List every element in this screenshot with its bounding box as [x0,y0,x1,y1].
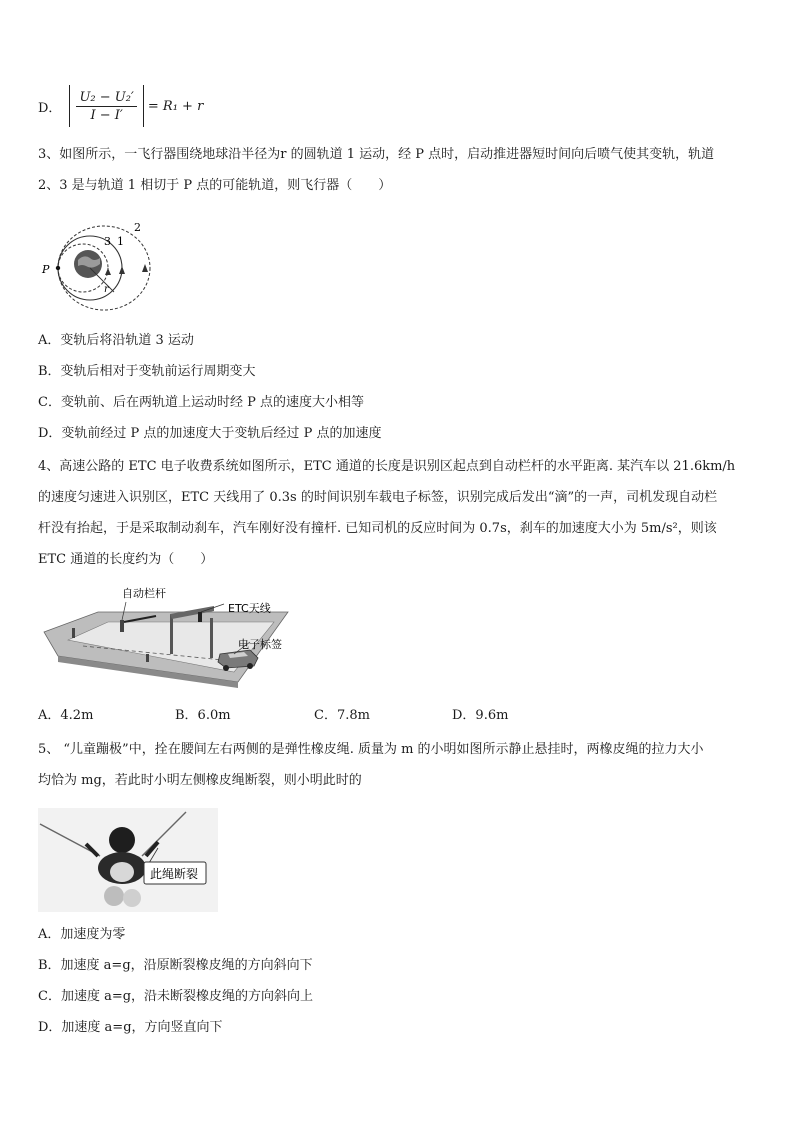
q5-stem-line-1: 5、 “儿童蹦极”中，拴在腰间左右两侧的是弹性橡皮绳. 质量为 m 的小明如图所示静止悬挂时，两橡皮绳的拉力大小 [38,742,704,757]
gantry-left-pole [170,614,173,654]
q4-options [38,704,758,726]
arrow-orbit-2-icon [142,264,148,272]
label-orbit-3: 3 [104,235,111,248]
arrow-orbit-1-icon [119,266,125,274]
q5-option-a: A．加速度为零 [38,927,126,942]
q5-option-c: C．加速度 a=g，沿未断裂橡皮绳的方向斜向上 [38,989,314,1004]
q4-stem-line-2: 的速度匀速进入识别区，ETC 天线用了 0.3s 的时间识别车载电子标签，识别完成后发出“滴”的一声，司机发现自动栏 [38,490,718,505]
formula-rhs: = R₁ + r [147,98,204,114]
q4-option-c: C．7.8m [314,708,370,723]
q3-stem-line-1: 3、如图所示，一飞行器围绕地球沿半径为r 的圆轨道 1 运动，经 P 点时，启动推进器短时间向后喷气使其变轨，轨道 [38,147,715,162]
q5-stem [38,734,756,796]
q4-stem-line-1: 4、高速公路的 ETC 电子收费系统如图所示，ETC 通道的长度是识别区起点到自动栏杆的水平距离. 某汽车以 21.6km/h [38,459,736,474]
q5-option-d: D．加速度 a=g，方向竖直向下 [38,1020,223,1035]
q3-option-b: B．变轨后相对于变轨前运行周期变大 [38,364,256,379]
label-orbit-2: 2 [134,221,141,234]
q4-stem-line-4: ETC 通道的长度约为（ ） [38,552,214,567]
antenna-icon [198,612,202,622]
q4-etc-figure [38,584,300,692]
label-barrier: 自动栏杆 [122,587,166,600]
option-label: D． [38,100,62,116]
arrow-orbit-3-icon [105,268,111,275]
post-1 [72,628,75,638]
q2-option-d [38,84,203,128]
label-break-note: 此绳断裂 [150,867,199,881]
q4-option-b: B．6.0m [175,708,231,723]
point-p-dot [56,266,60,270]
q5-bungee-figure [38,808,218,912]
q4-option-d: D．9.6m [452,708,509,723]
fraction-numerator: U₂ − U₂′ [76,90,136,107]
barrier-post [120,620,124,632]
label-antenna: ETC天线 [228,602,271,615]
q3-orbit-figure [38,218,168,318]
q4-stem [38,451,756,575]
fraction [76,90,136,123]
q3-option-a: A．变轨后将沿轨道 3 运动 [38,333,194,348]
label-tag: 电子标签 [238,638,282,651]
q4-option-a: A．4.2m [38,708,94,723]
radius-line [90,268,114,292]
q5-stem-line-2: 均恰为 mg，若此时小明左侧橡皮绳断裂，则小明此时的 [38,773,362,788]
label-p: P [42,263,50,276]
label-orbit-1: 1 [117,235,124,248]
post-2 [146,654,149,662]
label-r: r [104,284,109,295]
fraction-denominator: I − I′ [90,107,123,123]
q5-option-b: B．加速度 a=g，沿原断裂橡皮绳的方向斜向下 [38,958,313,973]
gantry-right-pole [210,618,213,658]
q4-stem-line-3: 杆没有抬起，于是采取制动刹车，汽车刚好没有撞杆. 已知司机的反应时间为 0.7s，刹车的加速度大小为 5m/s²，则该 [38,521,717,536]
q3-stem-line-2: 2、3 是与轨道 1 相切于 P 点的可能轨道，则飞行器（ ） [38,178,392,193]
q3-option-c: C．变轨前、后在两轨道上运动时经 P 点的速度大小相等 [38,395,364,410]
q3-stem [38,139,756,201]
absolute-value-bars [69,85,143,127]
q3-option-d: D．变轨前经过 P 点的加速度大于变轨后经过 P 点的加速度 [38,426,382,441]
